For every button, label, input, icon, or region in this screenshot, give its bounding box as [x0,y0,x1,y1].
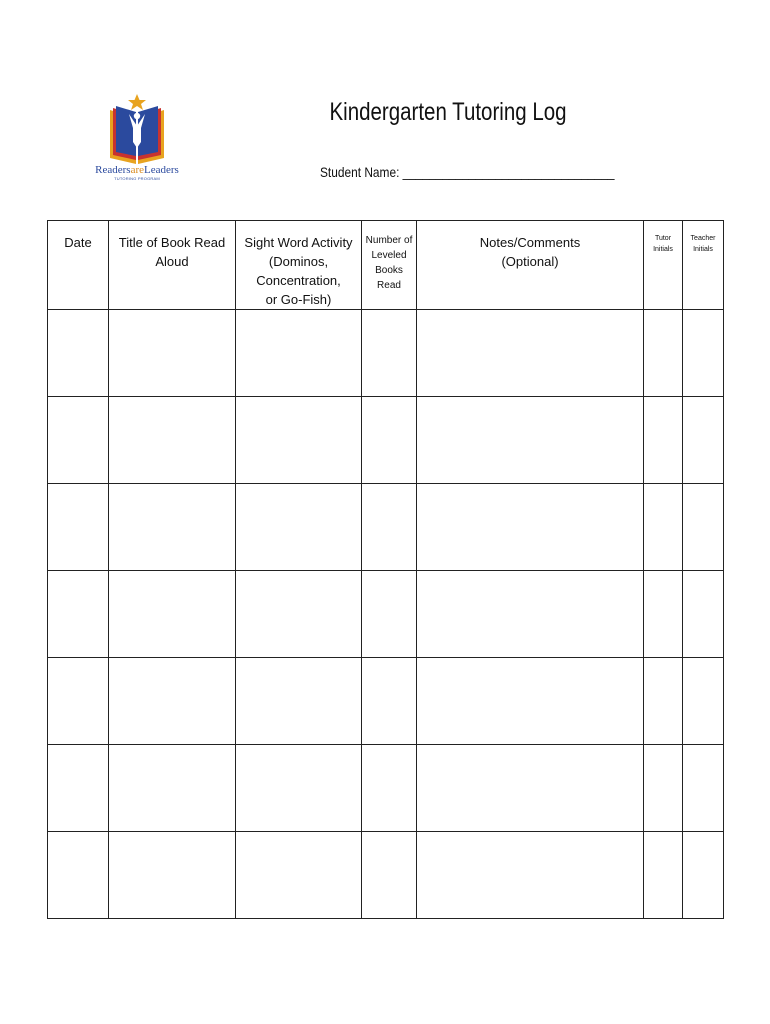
column-header-book-title: Title of Book Read Aloud [109,221,236,310]
page-title: Kindergarten Tutoring Log [329,98,567,126]
table-cell[interactable] [236,745,362,832]
table-cell[interactable] [417,745,644,832]
table-row [48,484,724,571]
table-cell[interactable] [236,658,362,745]
table-cell[interactable] [236,397,362,484]
table-cell[interactable] [362,310,417,397]
table-cell[interactable] [362,658,417,745]
table-cell[interactable] [109,832,236,919]
tutoring-log-table [47,220,724,919]
table-cell[interactable] [683,484,724,571]
table-cell[interactable] [109,745,236,832]
table-cell[interactable] [683,571,724,658]
table-cell[interactable] [683,310,724,397]
table-cell[interactable] [48,571,109,658]
column-header-sight-word-activity: Sight Word Activity (Dominos, Concentration, or Go-Fish) [236,221,362,310]
table-cell[interactable] [362,745,417,832]
table-cell[interactable] [417,571,644,658]
open-book-star-icon [110,94,164,164]
column-header-teacher-initials: Teacher Initials [683,221,724,310]
table-cell[interactable] [362,832,417,919]
table-cell[interactable] [683,658,724,745]
column-header-number-of-books: Number of Leveled Books Read [362,221,417,310]
table-cell[interactable] [683,397,724,484]
column-header-tutor-initials: Tutor Initials [644,221,683,310]
student-name-field[interactable]: Student Name: ________________________________ [320,164,615,180]
table-cell[interactable] [644,310,683,397]
table-cell[interactable] [109,397,236,484]
table-cell[interactable] [362,571,417,658]
table-cell[interactable] [417,832,644,919]
table-cell[interactable] [362,397,417,484]
table-row [48,397,724,484]
table-cell[interactable] [417,658,644,745]
table-cell[interactable] [48,310,109,397]
table-cell[interactable] [48,397,109,484]
column-header-date: Date [48,221,109,310]
table-cell[interactable] [236,832,362,919]
table-row [48,310,724,397]
table-cell[interactable] [644,745,683,832]
table-cell[interactable] [109,571,236,658]
table-cell[interactable] [644,484,683,571]
table-cell[interactable] [48,658,109,745]
table-cell[interactable] [644,658,683,745]
table-cell[interactable] [109,658,236,745]
logo-wordmark: ReadersareLeaders [95,164,179,176]
table-cell[interactable] [644,397,683,484]
table-row [48,745,724,832]
table-cell[interactable] [417,310,644,397]
table-row [48,832,724,919]
table-cell[interactable] [236,484,362,571]
table-cell[interactable] [417,397,644,484]
logo-text [92,164,182,181]
table-cell[interactable] [644,832,683,919]
table-cell[interactable] [362,484,417,571]
table-row [48,658,724,745]
table-cell[interactable] [48,745,109,832]
table-cell[interactable] [48,484,109,571]
table-cell[interactable] [644,571,683,658]
table-cell[interactable] [109,484,236,571]
table-cell[interactable] [236,310,362,397]
table-cell[interactable] [236,571,362,658]
table-cell[interactable] [683,832,724,919]
table-cell[interactable] [417,484,644,571]
column-header-notes: Notes/Comments (Optional) [417,221,644,310]
table-cell[interactable] [683,745,724,832]
table-cell[interactable] [109,310,236,397]
logo-subtitle: TUTORING PROGRAM [114,176,160,181]
table-cell[interactable] [48,832,109,919]
table-header-row [48,221,724,310]
table-row [48,571,724,658]
